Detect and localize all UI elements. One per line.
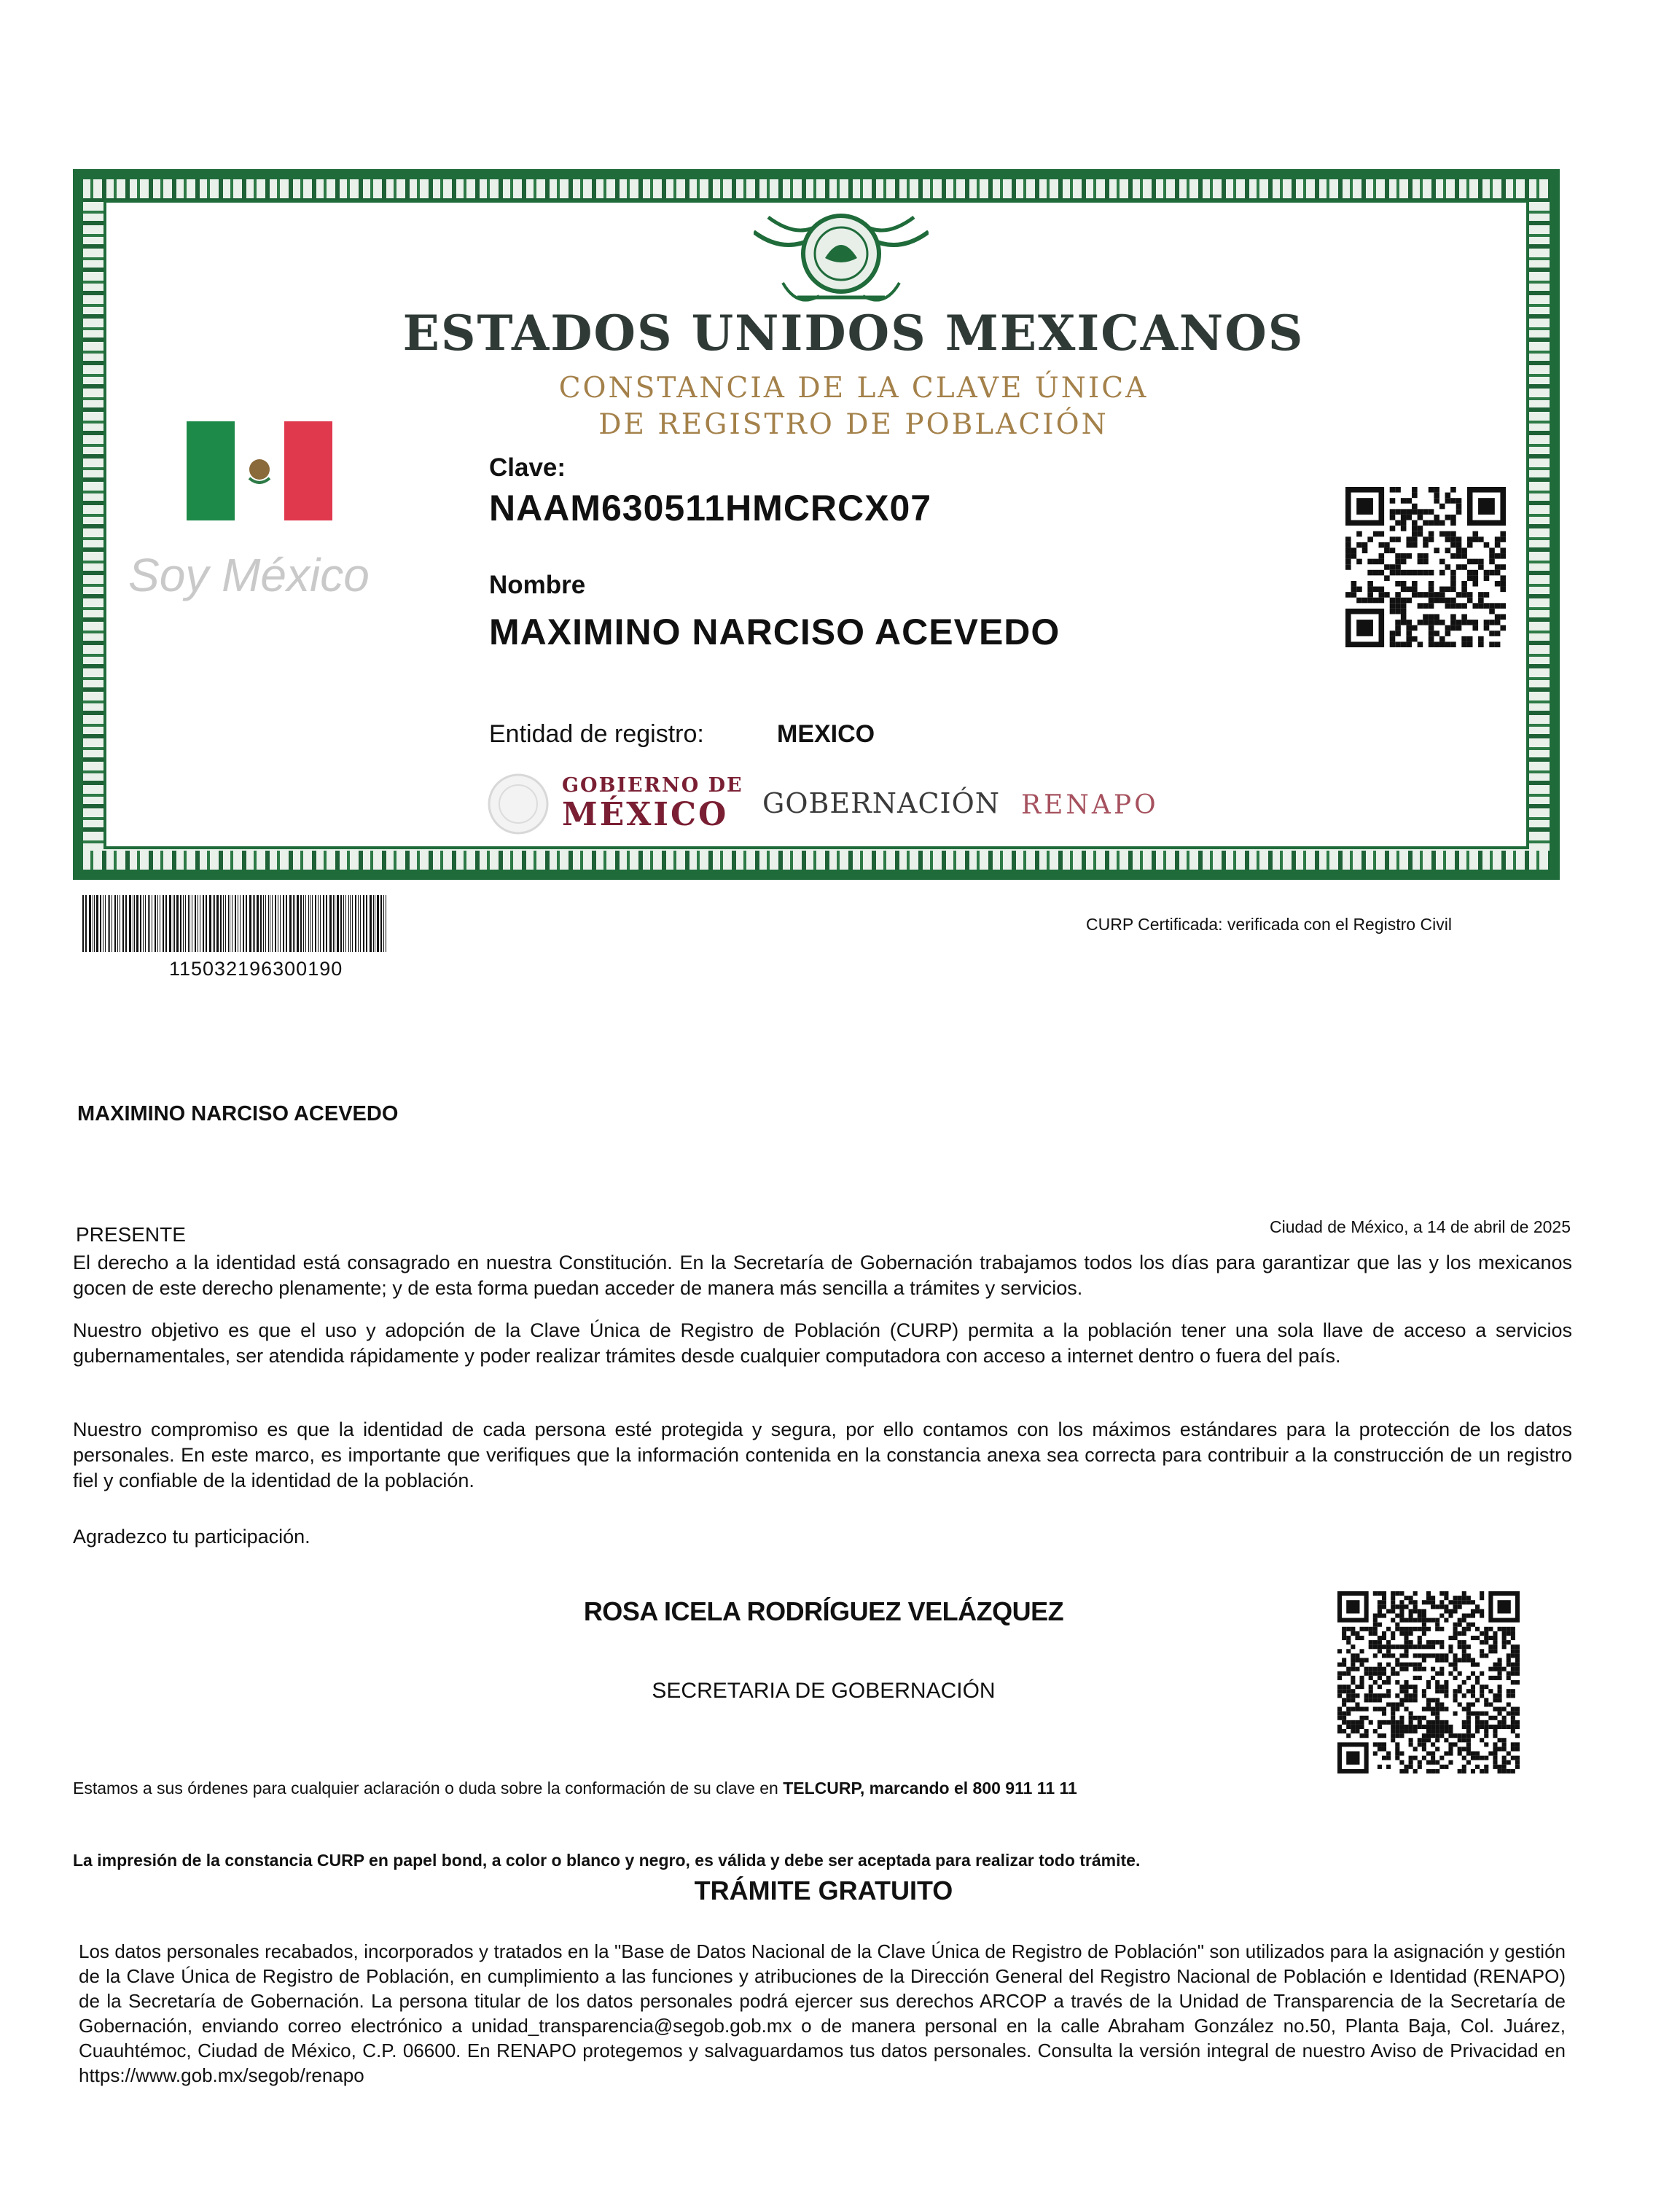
tramite-gratuito: TRÁMITE GRATUITO [694,1876,953,1905]
logo-gobernacion: GOBERNACIÓN [762,787,1000,819]
letter-recipient: MAXIMINO NARCISO ACEVEDO [77,1102,399,1125]
qr-modules [1345,487,1506,647]
signer-title: SECRETARIA DE GOBERNACIÓN [652,1679,996,1703]
letter-place-date: Ciudad de México, a 14 de abril de 2025 [1269,1217,1571,1236]
entidad-value: MEXICO [777,720,875,748]
barcode [82,895,392,952]
clave-value: NAAM630511HMCRCX07 [489,488,932,528]
entidad-label: Entidad de registro: [489,720,704,748]
contact-prefix: Estamos a sus órdenes para cualquier aclaración o duda sobre la conformación de su clave en [73,1779,784,1798]
telcurp-phone: TELCURP, marcando el 800 911 11 11 [783,1779,1077,1798]
certificate-title: ESTADOS UNIDOS MEXICANOS [402,305,1305,362]
soy-mexico-watermark: Soy México [128,549,370,601]
barcode-number: 115032196300190 [169,958,343,980]
nombre-value: MAXIMINO NARCISO ACEVEDO [489,612,1060,652]
clave-label: Clave: [489,453,566,482]
qr-modules [1337,1591,1520,1773]
mexico-flag-icon [187,421,332,520]
logo-gobierno-line2: MÉXICO [562,796,729,833]
contact-line [73,1779,1077,1798]
barcode-bars [82,895,392,952]
certificate-subtitle-line1: CONSTANCIA DE LA CLAVE ÚNICA [558,372,1149,405]
gobierno-seal-icon [485,771,551,837]
curp-status: CURP Certificada: verificada con el Registro Civil [1086,915,1452,934]
letter-paragraph-1: El derecho a la identidad está consagrado en nuestra Constitución. En la Secretaría de Gobernación trabajamos todos los días para garantizar que las y los mexicanos gocen de este derecho plenamente; y de esta forma puedan acceder de manera más sencilla a trámites y servicios. [73,1252,1572,1299]
letter-thanks: Agradezco tu participación. [73,1526,310,1548]
letter-paragraph-3: Nuestro compromiso es que la identidad de cada persona esté protegida y segura, por ello contamos con los máximos estándares para la protección de los datos personales. En este marco, es importante que verifiques que la información contenida en la constancia anexa sea correcta para contribuir a la construcción de un registro fiel y confiable de la identidad de la población. [73,1419,1572,1491]
logo-gobierno-line1: GOBIERNO DE [562,774,743,797]
logo-renapo: RENAPO [1021,790,1159,820]
privacy-notice: Los datos personales recabados, incorporados y tratados en la "Base de Datos Nacional de la Clave Única de Registro de Población" son utilizados para la asignación y gestión de la Clave Única de Registro de Población, en cumplimiento a las funciones y atribuciones de la Dirección General del Registro Nacional de Población e Identidad (RENAPO) de la Secretaría de Gobernación. La persona titular de los datos personales podrá ejercer sus derechos ARCOP a través de la Unidad de Transparencia de la Secretaría de Gobernación, enviando correo electrónico a unidad_transparencia@segob.gob.mx o de manera personal en la calle Abraham González no.50, Planta Baja, Col. Juárez, Cuauhtémoc, Ciudad de México, C.P. 06600. En RENAPO protegemos y salvaguardamos tus datos personales. Consulta la versión integral de nuestro Aviso de Privacidad en https://www.gob.mx/segob/renapo [79,1940,1566,2086]
signature-qr-code[interactable] [1337,1591,1520,1773]
curp-certificate [73,169,1560,880]
signer-name: ROSA ICELA RODRÍGUEZ VELÁZQUEZ [583,1596,1064,1626]
validity-note: La impresión de la constancia CURP en papel bond, a color o blanco y negro, es válida y debe ser aceptada para realizar todo trámite. [73,1851,1141,1870]
letter-paragraph-2: Nuestro objetivo es que el uso y adopción de la Clave Única de Registro de Población (CURP) permita a la población tener una sola llave de acceso a servicios gubernamentales, ser atendida rápidamente y poder realizar trámites desde cualquier computadora con acceso a internet dentro o fuera del país. [73,1319,1572,1367]
certificate-subtitle-line2: DE REGISTRO DE POBLACIÓN [598,408,1109,441]
national-crest-icon [754,210,929,319]
certificate-qr-code[interactable] [1345,487,1506,647]
letter-presente: PRESENTE [76,1223,186,1246]
certificate-inner-panel [103,200,1529,849]
nombre-label: Nombre [489,571,586,599]
